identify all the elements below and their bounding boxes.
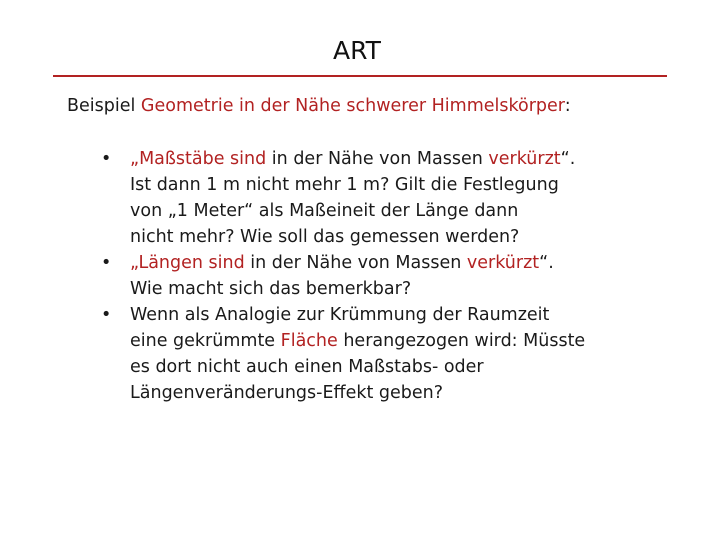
bullet-1-red-word: verkürzt xyxy=(488,149,561,169)
bullet-3-line-3: es dort nicht auch einen Maßstabs- oder xyxy=(130,357,484,377)
bullet-1-line-1 xyxy=(130,146,673,172)
bullet-3-text-b: herangezogen wird: Müsste xyxy=(337,331,586,351)
bullet-1-line-4: nicht mehr? Wie soll das gemessen werden? xyxy=(130,227,520,247)
bullet-item-3 xyxy=(93,302,673,406)
bullet-2-quote-end: “. xyxy=(539,253,554,273)
intro-suffix: : xyxy=(564,96,571,116)
intro-line xyxy=(67,94,687,118)
bullet-3-line-2 xyxy=(130,328,673,354)
bullet-2-line-2: Wie macht sich das bemerkbar? xyxy=(130,279,412,299)
bullet-2-red-phrase: „Längen sind xyxy=(130,253,245,273)
bullet-marker: • xyxy=(101,149,112,169)
bullet-1-red-phrase: „Maßstäbe sind xyxy=(130,149,267,169)
bullet-item-2 xyxy=(93,250,673,302)
bullet-marker: • xyxy=(101,305,112,325)
bullet-1-quote-end: “. xyxy=(560,149,576,169)
slide-title: ART xyxy=(333,36,381,65)
bullet-2-line-1 xyxy=(130,250,673,276)
intro-prefix: Beispiel xyxy=(67,96,141,116)
title-divider xyxy=(53,75,667,77)
bullet-list xyxy=(93,146,673,406)
bullet-2-red-word: verkürzt xyxy=(466,253,540,273)
bullet-3-red-word: Fläche xyxy=(280,331,338,351)
bullet-1-text: in der Nähe von Massen xyxy=(266,149,489,169)
bullet-2-text: in der Nähe von Massen xyxy=(244,253,467,273)
bullet-1-line-2: Ist dann 1 m nicht mehr 1 m? Gilt die Festlegung xyxy=(130,175,559,195)
bullet-marker: • xyxy=(101,253,112,273)
bullet-3-line-1: Wenn als Analogie zur Krümmung der Raumzeit xyxy=(130,305,550,325)
bullet-3-line-4: Längenveränderungs-Effekt geben? xyxy=(130,383,444,403)
intro-highlight: Geometrie in der Nähe schwerer Himmelskörper xyxy=(140,96,565,116)
bullet-3-text-a: eine gekrümmte xyxy=(130,331,281,351)
bullet-item-1 xyxy=(93,146,673,250)
bullet-1-line-3: von „1 Meter“ als Maßeineit der Länge dann xyxy=(130,201,519,221)
